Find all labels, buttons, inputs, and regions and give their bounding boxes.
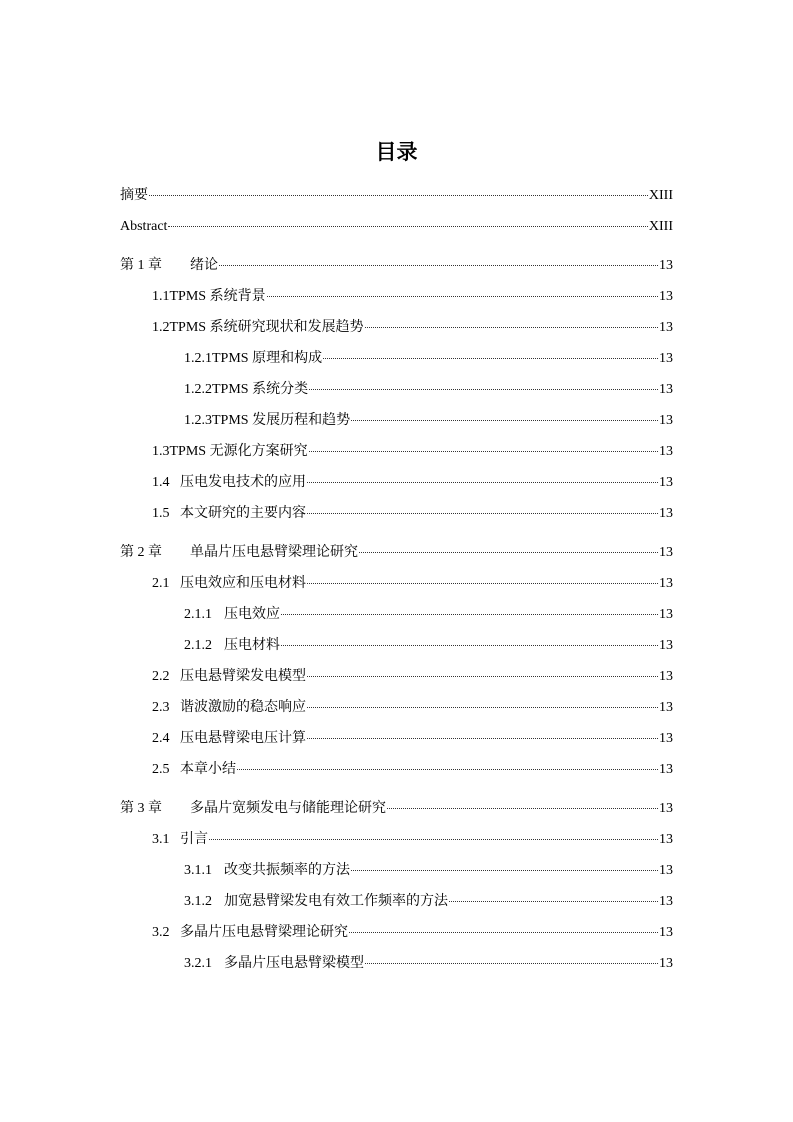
toc-entry-label: [152, 917, 348, 948]
toc-entry-page: 13: [659, 731, 673, 746]
toc-entry-page: 13: [659, 607, 673, 622]
toc-entry-number: 第 2 章: [120, 545, 162, 560]
toc-entry-number: 1.5: [152, 506, 170, 521]
toc-entry-page: XIII: [648, 219, 673, 234]
toc-entry[interactable]: [120, 917, 673, 948]
toc-entry-label: [184, 630, 280, 661]
toc-entry-page: 13: [659, 258, 673, 273]
toc-entry-text: 本文研究的主要内容: [180, 506, 306, 521]
toc-entry-page: 13: [659, 832, 673, 847]
dot-leader: [309, 389, 658, 390]
toc-entry-label: [184, 855, 350, 886]
toc-entry-page: 13: [659, 475, 673, 490]
toc-entry-text: TPMS 无源化方案研究: [169, 444, 308, 459]
toc-entry-text: 改变共振频率的方法: [224, 863, 350, 878]
dot-leader: [351, 420, 658, 421]
toc-entry-text: 压电材料: [224, 638, 280, 653]
toc-entry-label: [120, 537, 358, 568]
toc-entry[interactable]: [120, 180, 673, 211]
toc-entry-label: [120, 180, 148, 211]
toc-entry-page: 13: [659, 801, 673, 816]
toc-entry-text: 谐波激励的稳态响应: [180, 700, 306, 715]
toc-entry[interactable]: [120, 405, 673, 436]
toc-entry[interactable]: [120, 824, 673, 855]
toc-entry-number: 2.2: [152, 669, 170, 684]
toc-entry-text: 压电效应: [224, 607, 280, 622]
toc-entry-text: 压电发电技术的应用: [180, 475, 306, 490]
toc-entry-label: [152, 723, 306, 754]
toc-entry-label: [152, 568, 306, 599]
toc-entry-page: 13: [659, 925, 673, 940]
toc-entry-text: Abstract: [120, 219, 168, 234]
toc-entry-number: 1.1: [152, 289, 170, 304]
dot-leader: [149, 195, 648, 196]
toc-entry-number: 3.2.1: [184, 956, 212, 971]
toc-entry-label: [120, 793, 386, 824]
dot-leader: [449, 901, 658, 902]
toc-entry[interactable]: [120, 374, 673, 405]
dot-leader: [209, 839, 658, 840]
toc-entry[interactable]: [120, 498, 673, 529]
toc-entry-label: [184, 343, 322, 374]
toc-entry-label: [152, 467, 306, 498]
toc-entry-page: 13: [659, 545, 673, 560]
dot-leader: [307, 482, 658, 483]
toc-entry[interactable]: [120, 692, 673, 723]
toc-entry-label: [184, 374, 308, 405]
toc-entry-label: [152, 824, 208, 855]
toc-entry-text: 引言: [180, 832, 208, 847]
toc-entry-number: 第 1 章: [120, 258, 162, 273]
toc-entry[interactable]: [120, 661, 673, 692]
dot-leader: [365, 327, 658, 328]
dot-leader: [359, 552, 658, 553]
toc-entry-label: [184, 948, 364, 979]
toc-entry-label: [184, 405, 350, 436]
toc-entry-text: 绪论: [190, 258, 218, 273]
dot-leader: [307, 738, 658, 739]
toc-entry-number: 3.1.1: [184, 863, 212, 878]
toc-entry-text: 加宽悬臂梁发电有效工作频率的方法: [224, 894, 448, 909]
toc-entry[interactable]: [120, 281, 673, 312]
toc-entry-page: 13: [659, 894, 673, 909]
toc-entry[interactable]: [120, 793, 673, 824]
toc-entry-text: 压电效应和压电材料: [180, 576, 306, 591]
toc-entry-number: 3.1.2: [184, 894, 212, 909]
dot-leader: [168, 226, 647, 227]
toc-entry[interactable]: [120, 467, 673, 498]
toc-entry[interactable]: [120, 568, 673, 599]
dot-leader: [267, 296, 658, 297]
toc-entry-page: 13: [659, 382, 673, 397]
dot-leader: [237, 769, 658, 770]
dot-leader: [365, 963, 658, 964]
toc-entry-page: 13: [659, 863, 673, 878]
toc-entry[interactable]: [120, 436, 673, 467]
toc-entry-page: 13: [659, 762, 673, 777]
toc-entry-page: XIII: [648, 188, 673, 203]
toc-entry-label: [152, 661, 306, 692]
toc-title: 目录: [375, 140, 418, 164]
toc-entry-number: 第 3 章: [120, 801, 162, 816]
toc-entry-number: 1.4: [152, 475, 170, 490]
toc-entry-text: 压电悬臂梁发电模型: [180, 669, 306, 684]
toc-entry-text: TPMS 系统背景: [169, 289, 266, 304]
toc-entry[interactable]: [120, 599, 673, 630]
toc-entry-text: 多晶片宽频发电与储能理论研究: [190, 801, 386, 816]
toc-entry[interactable]: [120, 855, 673, 886]
toc-entry[interactable]: [120, 754, 673, 785]
toc-entry-text: 多晶片压电悬臂梁模型: [224, 956, 364, 971]
toc-entry-number: 2.3: [152, 700, 170, 715]
toc-entry-text: TPMS 发展历程和趋势: [212, 413, 351, 428]
toc-entry[interactable]: [120, 723, 673, 754]
toc-entry-page: 13: [659, 444, 673, 459]
dot-leader: [323, 358, 658, 359]
toc-entry-text: TPMS 原理和构成: [212, 351, 323, 366]
toc-entry[interactable]: [120, 630, 673, 661]
dot-leader: [281, 614, 658, 615]
toc-entry-number: 2.5: [152, 762, 170, 777]
toc-entry-text: TPMS 系统分类: [212, 382, 309, 397]
toc-entry-label: [120, 250, 218, 281]
toc-entry-label: [152, 692, 306, 723]
toc-entry-number: 2.1.1: [184, 607, 212, 622]
toc-entry-page: 13: [659, 320, 673, 335]
toc-entry-label: [152, 754, 236, 785]
toc-entry[interactable]: [120, 886, 673, 917]
toc-entry-number: 1.3: [152, 444, 170, 459]
toc-entry[interactable]: [120, 211, 673, 242]
toc-entry[interactable]: [120, 312, 673, 343]
toc-entry-number: 1.2.3: [184, 413, 212, 428]
toc-entry-text: 单晶片压电悬臂梁理论研究: [190, 545, 358, 560]
toc-entry-page: 13: [659, 956, 673, 971]
toc-entry-page: 13: [659, 351, 673, 366]
dot-leader: [307, 707, 658, 708]
toc-entry-number: 3.1: [152, 832, 170, 847]
toc-entry-label: [120, 211, 167, 242]
toc-entry-label: [152, 436, 308, 467]
toc-entry-page: 13: [659, 289, 673, 304]
toc-entry-text: TPMS 系统研究现状和发展趋势: [169, 320, 364, 335]
table-of-contents: [120, 180, 673, 979]
toc-entry-text: 多晶片压电悬臂梁理论研究: [180, 925, 348, 940]
toc-entry-page: 13: [659, 700, 673, 715]
toc-entry[interactable]: [120, 343, 673, 374]
toc-entry-label: [184, 599, 280, 630]
toc-entry-number: 2.1.2: [184, 638, 212, 653]
toc-entry[interactable]: [120, 948, 673, 979]
dot-leader: [349, 932, 658, 933]
toc-entry-page: 13: [659, 576, 673, 591]
toc-entry-page: 13: [659, 506, 673, 521]
dot-leader: [309, 451, 658, 452]
toc-entry-number: 3.2: [152, 925, 170, 940]
toc-entry-page: 13: [659, 669, 673, 684]
dot-leader: [307, 513, 658, 514]
dot-leader: [387, 808, 658, 809]
toc-entry-text: 压电悬臂梁电压计算: [180, 731, 306, 746]
toc-entry-page: 13: [659, 413, 673, 428]
dot-leader: [219, 265, 658, 266]
toc-entry-number: 1.2: [152, 320, 170, 335]
toc-entry-label: [152, 498, 306, 529]
toc-entry-page: 13: [659, 638, 673, 653]
toc-entry-text: 本章小结: [180, 762, 236, 777]
toc-entry-number: 2.4: [152, 731, 170, 746]
dot-leader: [281, 645, 658, 646]
toc-entry[interactable]: [120, 537, 673, 568]
toc-entry[interactable]: [120, 250, 673, 281]
toc-entry-number: 1.2.1: [184, 351, 212, 366]
toc-entry-label: [152, 312, 364, 343]
toc-entry-number: 2.1: [152, 576, 170, 591]
dot-leader: [307, 676, 658, 677]
dot-leader: [307, 583, 658, 584]
toc-entry-number: 1.2.2: [184, 382, 212, 397]
dot-leader: [351, 870, 658, 871]
toc-entry-label: [184, 886, 448, 917]
toc-entry-text: 摘要: [120, 188, 148, 203]
toc-entry-label: [152, 281, 266, 312]
